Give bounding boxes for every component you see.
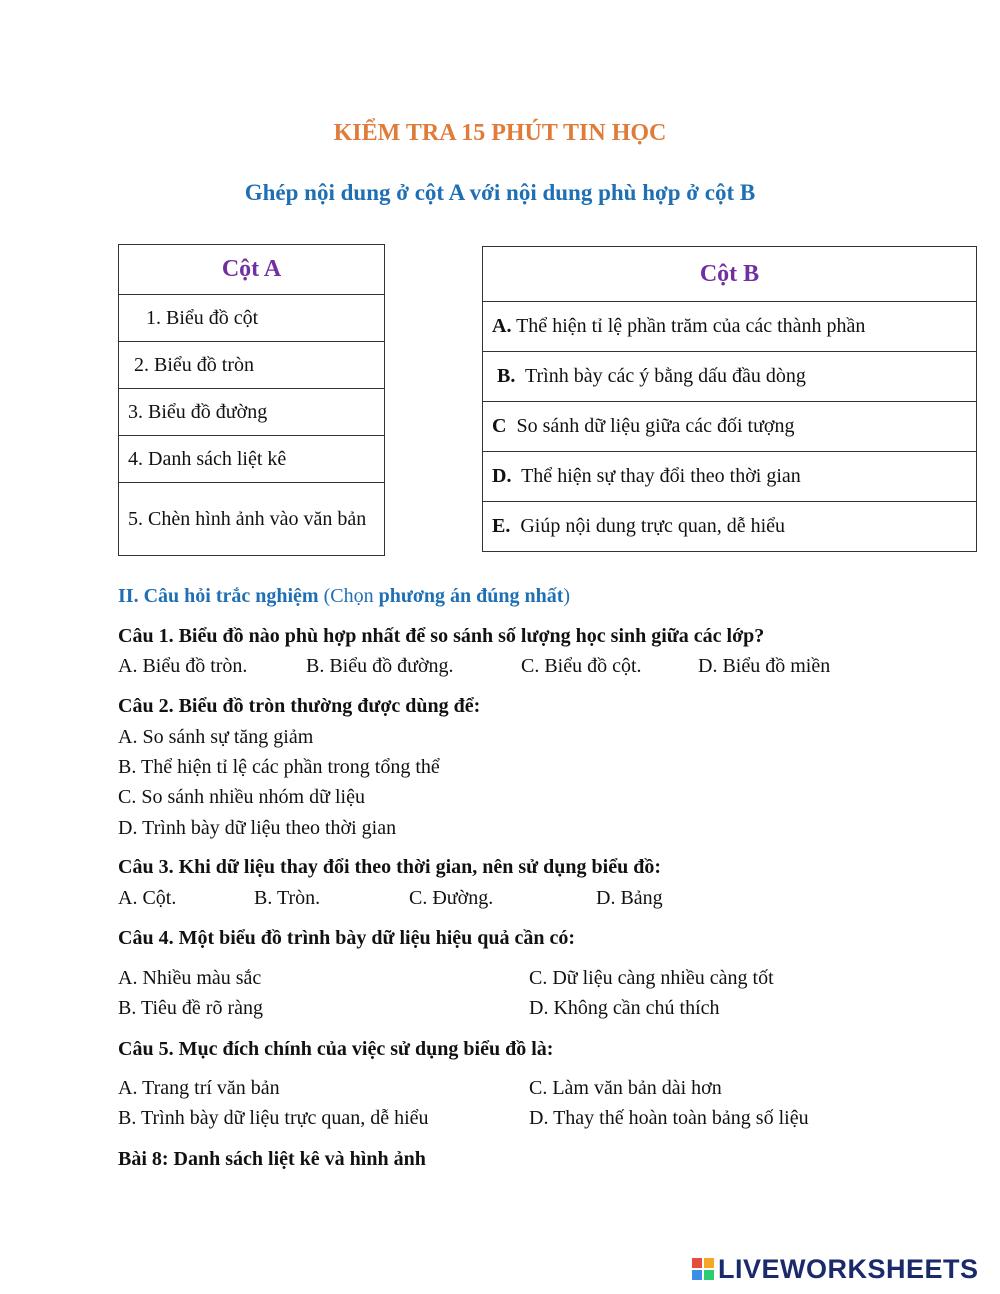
q2-option-b[interactable]: B. Thể hiện tỉ lệ các phần trong tổng thể: [118, 756, 440, 778]
column-a-item[interactable]: 1. Biểu đồ cột: [119, 295, 385, 342]
column-b-item[interactable]: A. Thể hiện tỉ lệ phần trăm của các thành phần: [483, 302, 977, 352]
page-title: KIỂM TRA 15 PHÚT TIN HỌC: [333, 120, 667, 146]
column-a-table: [118, 244, 385, 556]
logo-square-icon: [704, 1258, 714, 1268]
column-a-item[interactable]: 3. Biểu đồ đường: [119, 389, 385, 436]
q4-option-c[interactable]: C. Dữ liệu càng nhiều càng tốt: [529, 967, 774, 989]
logo-square-icon: [704, 1270, 714, 1280]
q4-option-b[interactable]: B. Tiêu đề rõ ràng: [118, 997, 263, 1019]
column-a-item[interactable]: 5. Chèn hình ảnh vào văn bản: [119, 483, 385, 556]
column-b-item[interactable]: D. Thể hiện sự thay đổi theo thời gian: [483, 452, 977, 502]
question-4: Câu 4. Một biểu đồ trình bày dữ liệu hiệu quả cần có:: [118, 927, 576, 949]
q2-option-d[interactable]: D. Trình bày dữ liệu theo thời gian: [118, 817, 397, 839]
q1-option-c[interactable]: C. Biểu đồ cột.: [521, 655, 642, 677]
q1-option-d[interactable]: D. Biểu đồ miền: [698, 655, 831, 677]
column-b-item[interactable]: E. Giúp nội dung trực quan, dễ hiểu: [483, 502, 977, 552]
q1-option-a[interactable]: A. Biểu đồ tròn.: [118, 655, 248, 677]
q5-option-c[interactable]: C. Làm văn bản dài hơn: [529, 1077, 722, 1099]
q3-option-c[interactable]: C. Đường.: [409, 887, 494, 909]
column-b-header: Cột B: [483, 247, 977, 302]
lesson-heading: Bài 8: Danh sách liệt kê và hình ảnh: [118, 1148, 426, 1170]
question-5: Câu 5. Mục đích chính của việc sử dụng biểu đồ là:: [118, 1038, 554, 1060]
q5-option-d[interactable]: D. Thay thế hoàn toàn bảng số liệu: [529, 1107, 809, 1129]
column-b-item[interactable]: B. Trình bày các ý bằng dấu đầu dòng: [483, 352, 977, 402]
q1-option-b[interactable]: B. Biểu đồ đường.: [306, 655, 454, 677]
liveworksheets-logo: [692, 1253, 979, 1285]
instruction-subtitle: Ghép nội dung ở cột A với nội dung phù hợp ở cột B: [244, 180, 756, 205]
logo-square-icon: [692, 1270, 702, 1280]
q3-option-a[interactable]: A. Cột.: [118, 887, 177, 909]
question-3: Câu 3. Khi dữ liệu thay đổi theo thời gian, nên sử dụng biểu đồ:: [118, 856, 661, 878]
logo-square-icon: [692, 1258, 702, 1268]
question-2: Câu 2. Biểu đồ tròn thường được dùng để:: [118, 695, 481, 717]
q4-option-a[interactable]: A. Nhiều màu sắc: [118, 967, 262, 989]
q5-option-b[interactable]: B. Trình bày dữ liệu trực quan, dễ hiểu: [118, 1107, 429, 1129]
logo-text: LIVEWORKSHEETS: [718, 1253, 979, 1284]
question-1: Câu 1. Biểu đồ nào phù hợp nhất để so sánh số lượng học sinh giữa các lớp?: [118, 625, 765, 647]
column-b-item[interactable]: C So sánh dữ liệu giữa các đối tượng: [483, 402, 977, 452]
column-a-item[interactable]: 4. Danh sách liệt kê: [119, 436, 385, 483]
logo-mark-icon: [692, 1258, 714, 1280]
q2-option-a[interactable]: A. So sánh sự tăng giảm: [118, 726, 314, 748]
q3-option-d[interactable]: D. Bảng: [596, 887, 663, 909]
q5-option-a[interactable]: A. Trang trí văn bản: [118, 1077, 280, 1099]
q4-option-d[interactable]: D. Không cần chú thích: [529, 997, 720, 1019]
column-a-item[interactable]: 2. Biểu đồ tròn: [119, 342, 385, 389]
q3-option-b[interactable]: B. Tròn.: [254, 887, 321, 909]
column-a-header: Cột A: [119, 245, 385, 295]
q2-option-c[interactable]: C. So sánh nhiều nhóm dữ liệu: [118, 786, 365, 808]
section-2-heading: II. Câu hỏi trắc nghiệm (Chọn phương án đúng nhất): [118, 585, 571, 607]
column-b-table: [482, 246, 977, 552]
